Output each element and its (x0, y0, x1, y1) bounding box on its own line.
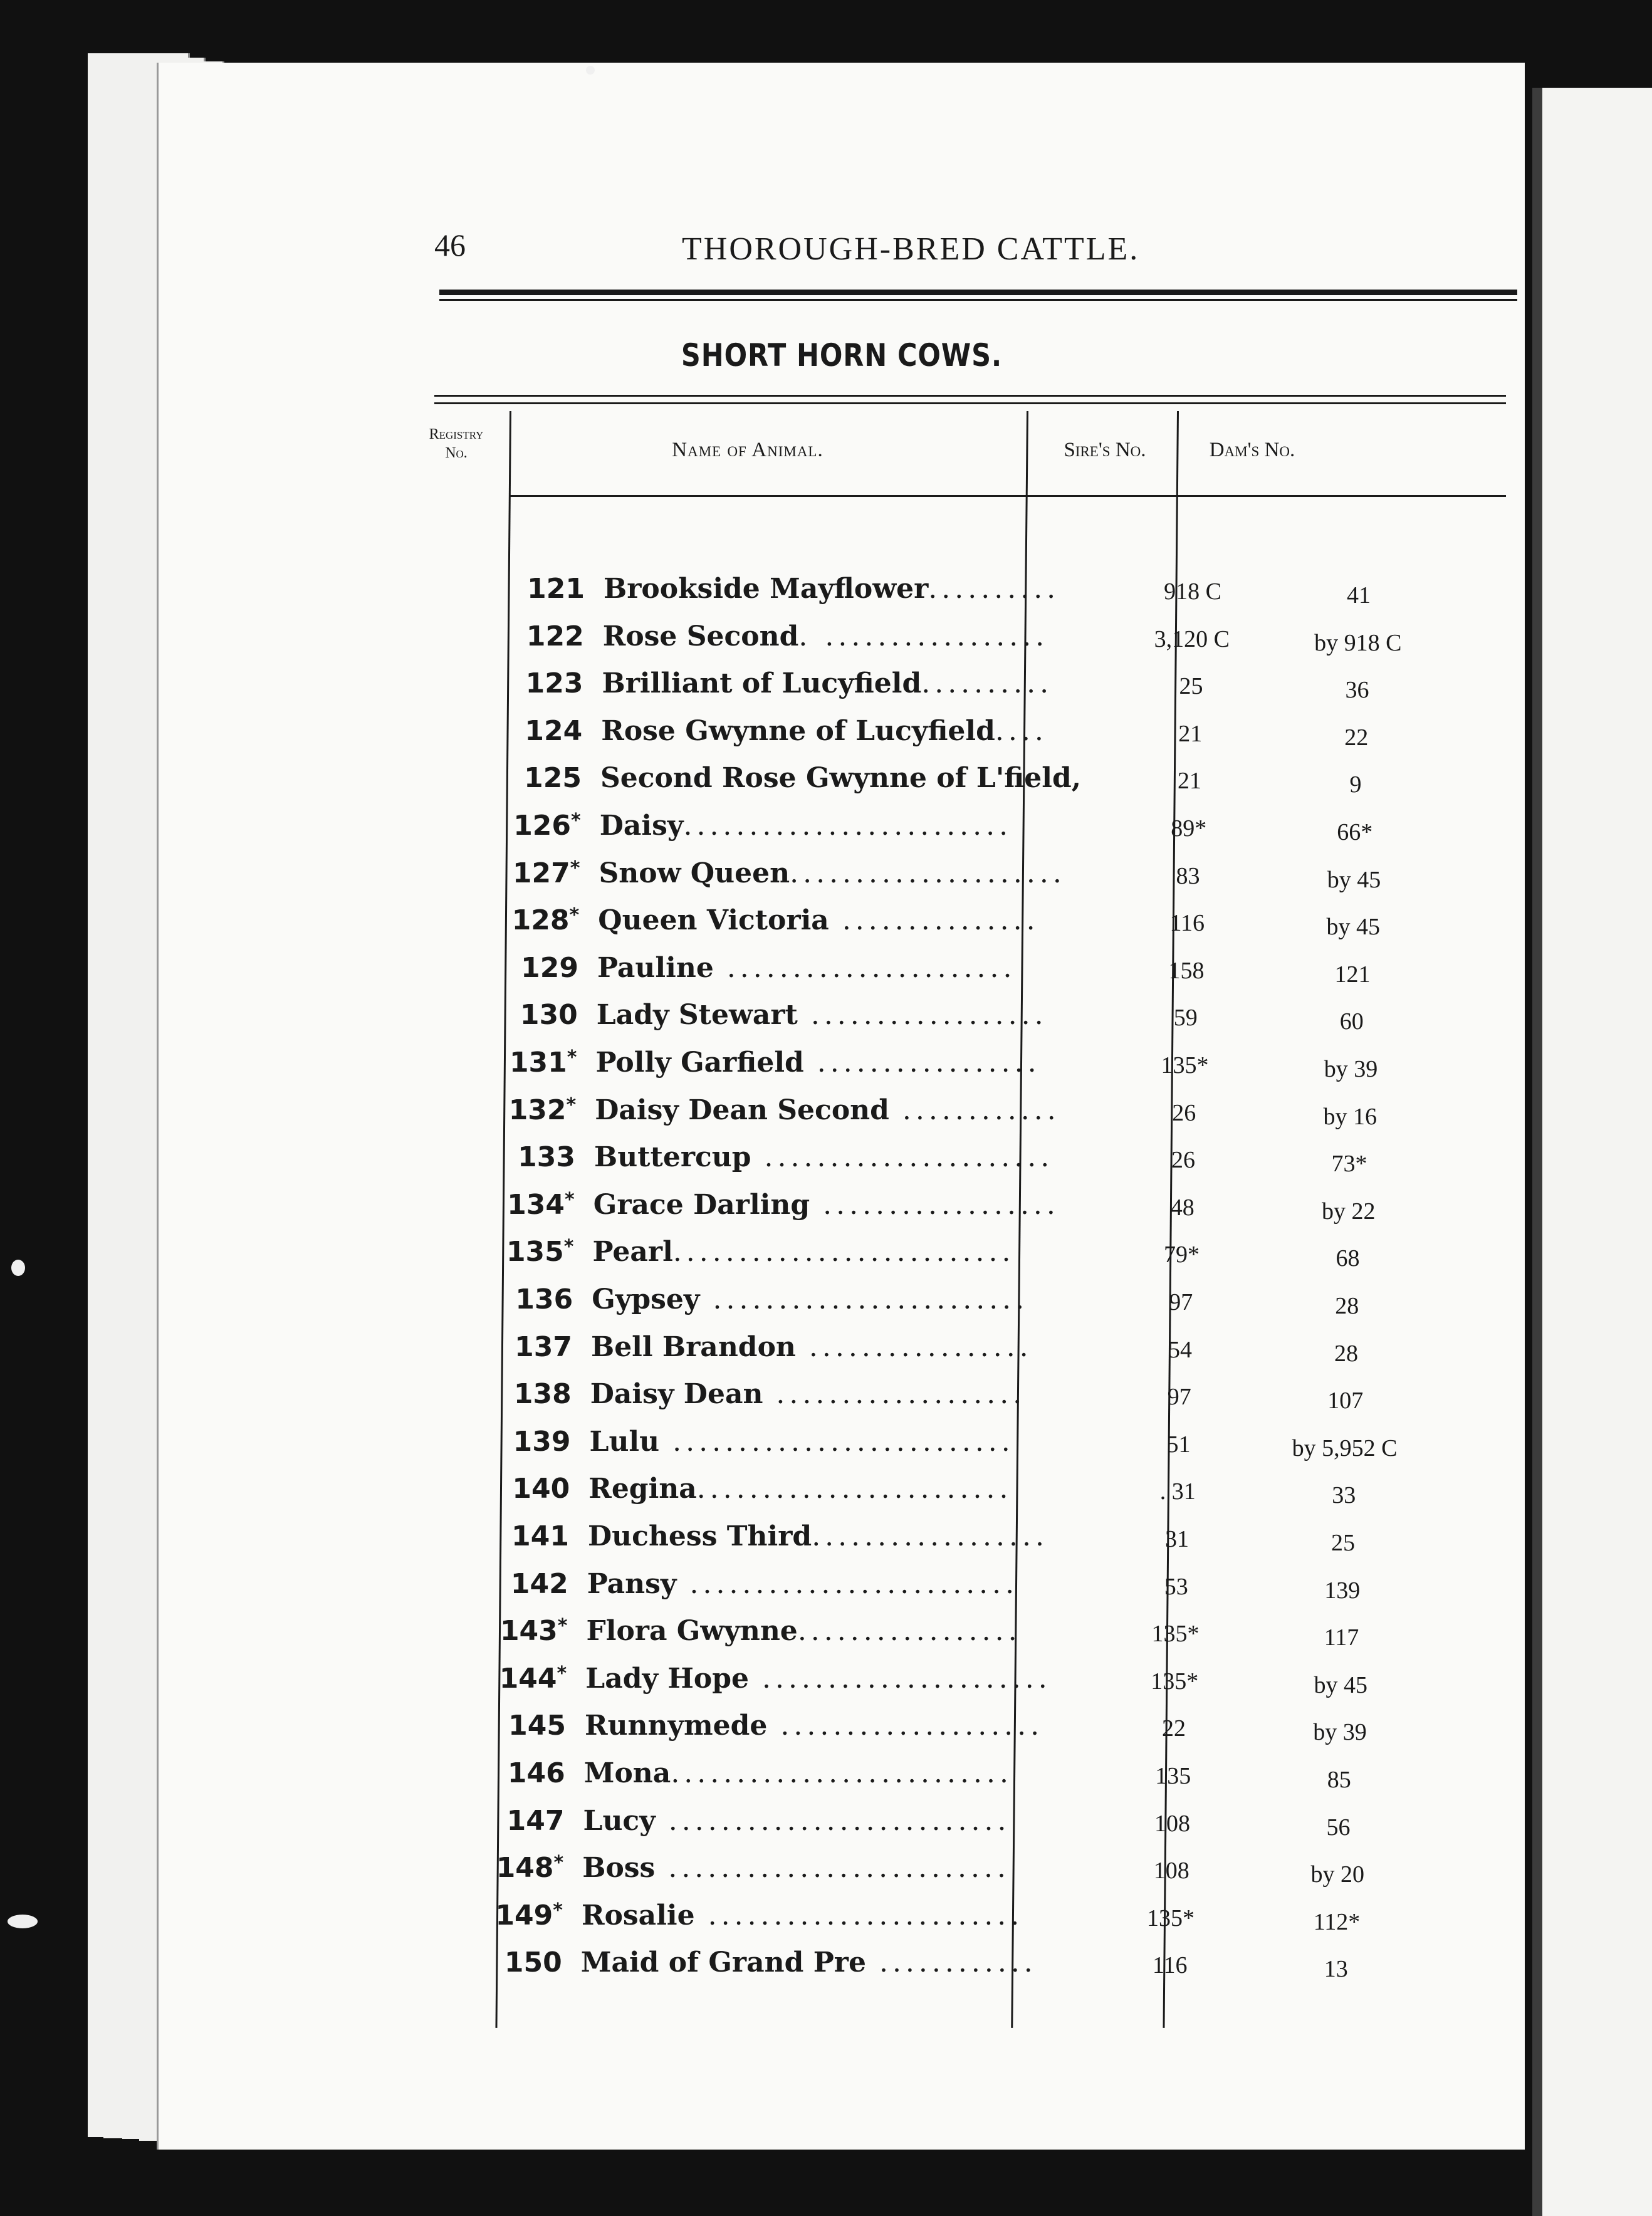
animal-name (598, 904, 1112, 936)
animal-name (582, 1900, 1095, 1931)
leader-dots: ......................... (676, 1567, 1019, 1600)
animal-name (603, 620, 1117, 652)
registry-number-value: 149 (495, 1899, 553, 1931)
table-row (439, 1233, 1473, 1281)
animal-name-text: Daisy Dean Second (595, 1094, 889, 1126)
registry-number (430, 1805, 565, 1837)
leader-dots: ........................ (699, 1283, 1029, 1315)
registry-number (434, 1520, 569, 1552)
dam-number: 28 (1334, 1340, 1358, 1367)
registry-number (441, 1141, 575, 1173)
sire-number: 108 (1153, 1858, 1189, 1884)
registry-number (435, 1473, 570, 1505)
registry-number-value: 132 (508, 1094, 567, 1126)
table-row (433, 1612, 1467, 1660)
sire-number: 116 (1169, 910, 1205, 937)
registry-number-value: 124 (525, 714, 583, 747)
dam-number: 22 (1344, 724, 1369, 751)
dam-number: 28 (1335, 1293, 1359, 1319)
registry-number (444, 952, 578, 984)
dam-number: 9 (1349, 771, 1362, 798)
leader-dots: .... (995, 714, 1048, 747)
page-number: 46 (434, 227, 466, 263)
animal-name-text: Queen Victoria (598, 904, 829, 937)
animal-name-text: Boss (582, 1852, 656, 1884)
registry-number (446, 810, 581, 842)
animal-name (597, 952, 1111, 984)
registry-number (438, 1283, 573, 1315)
animal-name (597, 999, 1111, 1031)
registry-number (433, 1615, 568, 1647)
table-row (444, 949, 1478, 997)
animal-name (585, 1663, 1099, 1695)
leader-dots: ...................... (749, 1662, 1052, 1695)
registry-number-value: 145 (508, 1710, 566, 1742)
sire-number: 3,120 C (1154, 625, 1230, 652)
sire-number: 59 (1173, 1005, 1198, 1032)
animal-name (595, 1094, 1109, 1126)
header-rule-thin (439, 299, 1517, 301)
dam-number: by 20 (1310, 1861, 1364, 1888)
animal-name-text: Buttercup (594, 1141, 751, 1174)
leader-dots: . ................. (798, 620, 1049, 652)
animal-name (587, 1568, 1101, 1600)
registry-number (428, 1900, 563, 1931)
animal-name-text: Grace Darling (593, 1188, 810, 1221)
sire-number: 108 (1154, 1810, 1190, 1837)
registry-number-value: 140 (512, 1473, 570, 1505)
table-row (437, 1329, 1472, 1376)
animal-name-text: Bell Brandon (591, 1330, 796, 1363)
leader-dots: ................. (795, 1330, 1033, 1363)
leader-dots: ................. (803, 1047, 1041, 1079)
scan-speck (586, 66, 595, 75)
sire-number: 26 (1171, 1147, 1195, 1174)
table-row (444, 902, 1478, 949)
animal-name (584, 1757, 1098, 1789)
imported-mark: * (570, 857, 580, 879)
leader-dots: ........................ (696, 1473, 1013, 1505)
animal-name (602, 667, 1116, 699)
animal-name-text: Gypsey (592, 1283, 700, 1315)
imported-mark: * (566, 1094, 577, 1116)
animal-name-text: Runnymede (585, 1710, 768, 1742)
table-row (450, 570, 1484, 618)
animal-name (588, 1520, 1102, 1552)
registry-number-value: 130 (520, 999, 578, 1032)
animal-name (596, 1047, 1110, 1079)
imported-mark: * (557, 1615, 568, 1638)
table-row (446, 807, 1480, 855)
scan-speck (11, 1260, 25, 1276)
sire-number: 21 (1178, 768, 1201, 795)
animal-name (590, 1426, 1104, 1458)
dam-number: by 22 (1322, 1198, 1376, 1225)
table-row (438, 1281, 1472, 1329)
table-row (431, 1707, 1465, 1755)
dam-number: by 918 C (1314, 629, 1402, 656)
imported-mark: * (563, 1236, 574, 1258)
leader-dots: ......................... (683, 810, 1013, 842)
sire-number: 25 (1179, 673, 1203, 700)
registry-number (427, 1947, 562, 1978)
facing-page (1532, 88, 1652, 2216)
registry-number-value: 134 (507, 1188, 565, 1221)
sire-number: 135 (1155, 1763, 1191, 1789)
animal-name-text: Daisy Dean (590, 1378, 763, 1411)
animal-name (583, 1805, 1097, 1837)
leader-dots: ............... (829, 904, 1040, 937)
table-row (429, 1849, 1463, 1897)
animal-name-text: Lady Stewart (596, 999, 798, 1032)
sire-number: 79* (1164, 1241, 1200, 1268)
table-top-rule (434, 395, 1506, 397)
sire-number: 918 C (1164, 578, 1221, 605)
table-row (432, 1660, 1466, 1708)
animal-name (593, 1236, 1107, 1268)
imported-mark: * (567, 1047, 577, 1069)
sire-number: 158 (1168, 957, 1205, 984)
registry-number (442, 1047, 577, 1079)
animal-name (600, 810, 1114, 842)
dam-number: 13 (1324, 1956, 1348, 1983)
table-row (447, 760, 1481, 807)
registry-number-value: 136 (515, 1283, 573, 1315)
dam-number: by 39 (1324, 1056, 1378, 1082)
registry-number-value: 141 (511, 1520, 569, 1552)
sire-number: 53 (1164, 1573, 1188, 1600)
registry-number-value: 125 (524, 762, 582, 795)
registry-number-value: 143 (499, 1615, 558, 1648)
registry-number (446, 857, 580, 889)
animal-name-text: Lulu (589, 1425, 660, 1458)
registry-number-value: 135 (506, 1236, 564, 1268)
animal-name-text: Duchess Third (588, 1520, 812, 1552)
registry-number (450, 573, 585, 605)
sire-number: 21 (1178, 720, 1203, 747)
table-row (428, 1897, 1462, 1945)
sire-number: 48 (1170, 1194, 1195, 1221)
imported-mark: * (557, 1662, 567, 1685)
imported-mark: * (565, 1188, 575, 1211)
imported-mark: * (553, 1852, 564, 1874)
table-row (427, 1944, 1461, 1992)
dam-number: 41 (1347, 582, 1371, 609)
sire-number: 83 (1176, 862, 1200, 889)
leader-dots: ...................... (751, 1141, 1054, 1174)
animal-name (600, 762, 1114, 794)
animal-name-text: Daisy (599, 810, 684, 842)
header-rule-thick (439, 290, 1517, 295)
table-row (440, 1186, 1474, 1234)
dam-number: 60 (1339, 1008, 1364, 1035)
table-row (435, 1470, 1469, 1518)
leader-dots: .................. (810, 1188, 1060, 1221)
registry-number (436, 1426, 571, 1458)
sire-number: 135* (1151, 1621, 1200, 1648)
dam-number: 73* (1331, 1151, 1367, 1178)
table-row (431, 1755, 1465, 1802)
imported-mark: * (569, 904, 580, 927)
column-header-registry-line2: No. (445, 445, 468, 461)
leader-dots: .......... (921, 667, 1053, 700)
registry-number-value: 129 (521, 951, 578, 984)
registry-number (439, 1236, 574, 1268)
animal-name (582, 1852, 1096, 1884)
leader-dots: .......... (928, 573, 1060, 605)
sire-number: 51 (1166, 1431, 1191, 1458)
sire-number: 135* (1147, 1905, 1195, 1931)
sire-number: 89* (1171, 815, 1207, 842)
leader-dots: .................. (812, 1520, 1048, 1552)
registry-number-value: 137 (515, 1330, 572, 1363)
animal-name (588, 1473, 1102, 1505)
book-page (157, 63, 1525, 2150)
animal-name (590, 1378, 1104, 1410)
registry-number-value: 138 (513, 1378, 572, 1411)
leader-dots: .................... (767, 1710, 1044, 1742)
animal-name (581, 1947, 1095, 1978)
registry-number-value: 144 (499, 1662, 557, 1695)
animal-name-text: Brilliant of Lucyfield (602, 667, 922, 700)
registry-number (434, 1568, 568, 1600)
leader-dots: .......................... (655, 1852, 1010, 1884)
registry-number-value: 142 (510, 1567, 568, 1600)
dam-number: by 5,952 C (1292, 1435, 1398, 1461)
column-header-dam: Dam's No. (1209, 439, 1295, 461)
animal-name-text: Pansy (587, 1567, 677, 1600)
registry-number-value: 148 (496, 1852, 554, 1884)
sire-number: 97 (1167, 1384, 1191, 1411)
animal-name-text: Pearl (592, 1236, 673, 1268)
leader-dots: .......................... (655, 1804, 1011, 1837)
registry-number (443, 999, 578, 1031)
leader-dots: ............ (865, 1947, 1037, 1979)
dam-number: 112* (1313, 1908, 1361, 1935)
animal-name-text: Rosalie (582, 1899, 695, 1931)
leader-dots: ................. (797, 1615, 1022, 1648)
animal-name-text: Snow Queen (599, 857, 790, 889)
animal-name (592, 1283, 1106, 1315)
leader-dots: ..................... (790, 857, 1066, 889)
registry-number (444, 904, 579, 936)
imported-mark: * (571, 810, 581, 832)
table-row (449, 618, 1483, 666)
animal-name-text: Polly Garfield (595, 1047, 804, 1079)
sire-number: 97 (1169, 1289, 1193, 1315)
registry-number (447, 715, 582, 747)
scan-speck (8, 1915, 38, 1928)
registry-number-value: 128 (511, 904, 570, 937)
dam-number: 56 (1326, 1814, 1351, 1841)
imported-mark: * (553, 1899, 563, 1921)
registry-number-value: 127 (512, 857, 570, 889)
table-row (447, 713, 1482, 760)
dam-number: by 16 (1323, 1103, 1377, 1130)
dam-number: 85 (1327, 1767, 1351, 1793)
sire-number: 54 (1168, 1336, 1192, 1363)
dam-number: 117 (1324, 1624, 1359, 1651)
registry-number (449, 667, 583, 699)
registry-number-value: 126 (513, 810, 572, 842)
animal-name (587, 1615, 1100, 1647)
registry-number-value: 147 (506, 1804, 565, 1837)
leader-dots: .......................... (672, 1236, 1015, 1268)
registry-number-value: 146 (507, 1757, 565, 1789)
dam-number: by 45 (1327, 866, 1381, 893)
leader-dots: .................. (797, 999, 1048, 1032)
animal-name-text: Pauline (597, 951, 714, 984)
registry-number (437, 1331, 572, 1363)
section-title: SHORT HORN COWS. (681, 337, 1003, 374)
sire-number: 135* (1161, 1052, 1209, 1079)
animal-name-text: Second Rose Gwynne of L'field, (600, 762, 1082, 795)
animal-name-text: Lucy (583, 1804, 656, 1837)
registry-number (441, 1094, 576, 1126)
dam-number: 139 (1324, 1577, 1361, 1604)
table-row (434, 1518, 1468, 1565)
registry-number (432, 1663, 567, 1695)
animal-name (591, 1331, 1105, 1363)
sire-number: 26 (1172, 1099, 1196, 1126)
leader-dots: ............ (889, 1094, 1060, 1126)
sire-number: 116 (1152, 1952, 1188, 1979)
leader-dots: ...................... (713, 951, 1017, 984)
dam-number: 66* (1337, 819, 1373, 845)
leader-dots: ................... (763, 1378, 1027, 1411)
dam-number: by 45 (1326, 914, 1380, 941)
animal-name (601, 715, 1115, 747)
animal-name-text: Mona (583, 1757, 671, 1789)
animal-name-text: Rose Gwynne of Lucyfield (601, 714, 995, 747)
dam-number: 107 (1327, 1388, 1364, 1414)
column-header-registry (428, 425, 484, 463)
column-header-sire: Sire's No. (1064, 439, 1146, 461)
dam-number: by 39 (1313, 1719, 1367, 1746)
registry-number-value: 150 (504, 1947, 562, 1979)
sire-number: 22 (1162, 1715, 1186, 1742)
column-header-name: Name of Animal. (672, 439, 823, 461)
animal-name-text: Regina (588, 1473, 697, 1505)
leader-dots: .......................... (671, 1757, 1013, 1789)
animal-name-text: Rose Second (602, 620, 799, 652)
registry-number-value: 139 (513, 1425, 571, 1458)
registry-number (437, 1378, 572, 1410)
dam-number: 68 (1336, 1245, 1360, 1272)
registry-number (440, 1189, 575, 1221)
leader-dots: .......................... (659, 1425, 1015, 1458)
leader-dots: ........................ (694, 1899, 1024, 1931)
dam-number: 33 (1332, 1482, 1356, 1509)
registry-number (447, 762, 582, 794)
animal-name-text: Flora Gwynne (586, 1615, 798, 1648)
animal-name (585, 1710, 1099, 1742)
animal-name-text: Brookside Mayflower (604, 573, 929, 605)
registry-number (429, 1852, 563, 1884)
registry-number (449, 620, 584, 652)
table-row (443, 996, 1477, 1044)
table-top-rule (434, 402, 1506, 404)
sire-number: 31 (1165, 1526, 1189, 1552)
animal-name (604, 573, 1117, 605)
registry-number-value: 121 (527, 573, 585, 605)
table-row (442, 1044, 1477, 1092)
animal-name (593, 1189, 1107, 1221)
table-row (430, 1802, 1464, 1850)
table-row (446, 855, 1480, 902)
table-header-rule (510, 495, 1506, 497)
column-header-registry-line1: Registry (429, 426, 484, 442)
dam-number: 121 (1334, 961, 1371, 988)
animal-name-text: Lady Hope (585, 1662, 750, 1695)
animal-name (594, 1141, 1108, 1173)
registry-number-value: 122 (526, 620, 584, 652)
registry-number-value: 133 (518, 1141, 575, 1174)
table-row (449, 665, 1483, 713)
sire-number: . 31 (1159, 1478, 1196, 1505)
table-row (434, 1565, 1468, 1613)
registry-number (431, 1710, 566, 1742)
running-title: THOROUGH-BRED CATTLE. (682, 231, 1140, 267)
table-row (441, 1139, 1475, 1186)
animal-name (599, 857, 1113, 889)
table-row (436, 1423, 1470, 1471)
table-row (441, 1092, 1475, 1139)
registry-number (431, 1757, 565, 1789)
sire-number: 135* (1151, 1668, 1199, 1695)
table-row (437, 1376, 1471, 1423)
dam-number: 25 (1331, 1530, 1355, 1556)
animal-name-text: Maid of Grand Pre (580, 1947, 866, 1979)
dam-number: 36 (1345, 677, 1369, 704)
registry-number-value: 131 (509, 1047, 567, 1079)
registry-number-value: 123 (525, 667, 583, 700)
dam-number: by 45 (1314, 1671, 1367, 1698)
